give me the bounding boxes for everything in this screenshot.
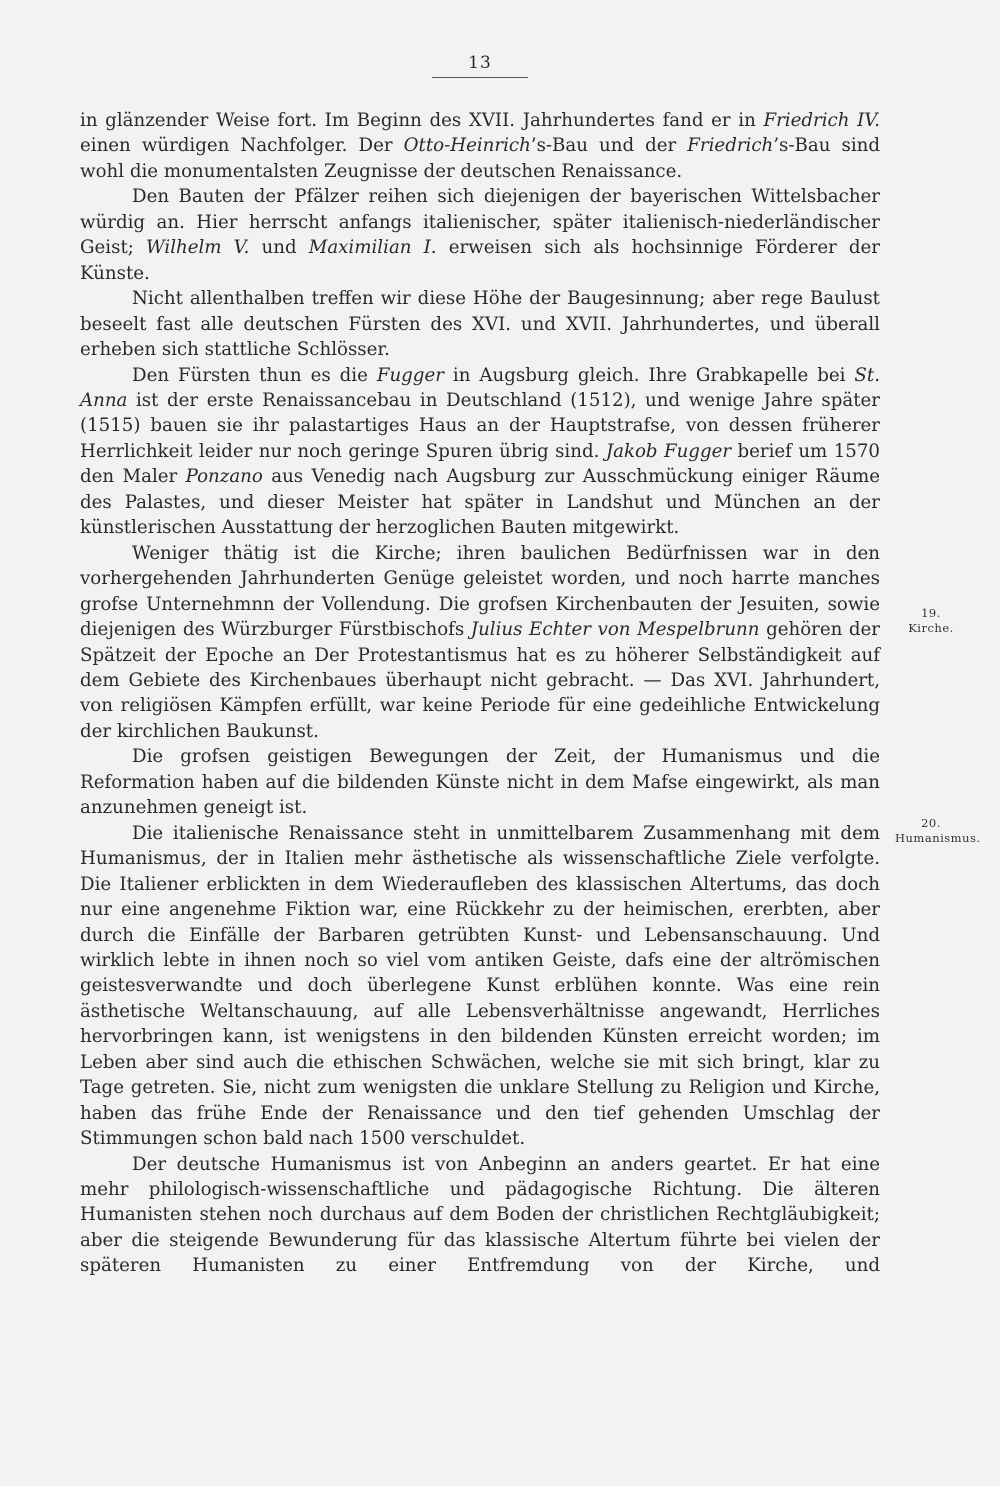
paragraph <box>80 286 880 362</box>
text-run: ’s-Bau sind wohl die monumentalsten Zeugnisse der deutschen Renaissance. <box>80 135 880 182</box>
text-run: Den Bauten der Pfälzer reihen sich diejenigen der bayerischen Wittelsbacher würdig an. Hier herrscht anfangs italienischer, später italienisch-niederländischer Geist; <box>80 186 880 259</box>
paragraph <box>80 184 880 286</box>
text-run: berief um 1570 den Maler <box>80 440 880 488</box>
text-run: Weniger thätig ist die Kirche; ihren baulichen Bedürfnissen war in den vorhergehenden Jahrhunderten Genüge geleistet worden, und noch harrte manches grofse Unternehmnn der Vollendung. Die grofsen Kirchenbauten der Jesuiten, sowie diejenigen des Würzburger Fürstbischofs <box>80 542 880 641</box>
text-run: ’s-Bau und der <box>530 135 688 157</box>
paragraph <box>80 744 880 820</box>
italic-text: Ponzano <box>185 466 263 488</box>
marginal-note-number: 19. <box>921 606 941 620</box>
paragraph <box>80 363 880 541</box>
text-run: aus Venedig nach Augsburg zur Ausschmückung einiger Räume des Palastes, und dieser Meister hat später in Landshut und München an der künstlerischen Ausstattung der herzoglichen Bauten mitgewirkt. <box>80 466 880 539</box>
paragraph <box>80 541 880 745</box>
text-run: gehören der Spätzeit der Epoche an Der Protestantismus hat es zu höherer Selbständigkeit auf dem Gebiete des Kirchenbaues überhaupt nicht gebracht. — Das XVI. Jahrhundert, von religiösen Kämpfen erfüllt, war keine Periode für eine gedeihliche Entwickelung der kirchlichen Baukunst. <box>80 619 880 742</box>
italic-text: St. Anna <box>80 364 880 411</box>
italic-text: Fugger <box>376 364 444 386</box>
italic-text: Jakob Fugger <box>605 440 732 462</box>
paragraph <box>80 1152 880 1279</box>
text-run: ist der erste Renaissancebau in Deutschland (1512), und wenige Jahre später (1515) bauen sie ihr palastartiges Haus an der Hauptstrafse, von dessen früherer Herrlichkeit leider nur noch geringe Spuren übrig sind. <box>80 389 880 462</box>
italic-text: Julius Echter von Mespelbrunn <box>470 619 760 641</box>
marginal-note-humanismus <box>895 816 981 846</box>
marginal-note-label: Humanismus. <box>895 831 981 845</box>
text-run: erweisen sich als hochsinnige Förderer der Künste. <box>80 237 880 284</box>
text-run: einen würdigen Nachfolger. Der <box>80 135 404 157</box>
italic-text: Friedrich IV. <box>763 110 880 131</box>
italic-text: Maximilian I. <box>308 237 437 259</box>
text-run: Den Fürsten thun es die <box>132 364 377 386</box>
italic-text: Wilhelm V. <box>146 237 250 259</box>
text-run: Nicht allenthalben treffen wir diese Höhe der Baugesinnung; aber rege Baulust beseelt fast alle deutschen Fürsten des XVI. und XVII. Jahrhundertes, und überall erheben sich stattliche Schlösser. <box>80 288 880 361</box>
paragraph <box>80 108 880 184</box>
italic-text: Friedrich <box>687 135 774 157</box>
text-run: und <box>249 237 309 259</box>
text-run: Die italienische Renaissance steht in unmittelbarem Zusammenhang mit dem Humanismus, der in Italien mehr ästhetische als wissenschaftliche Ziele verfolgte. Die Italiener erblickten in dem Wiederaufleben des klassischen Altertums, das doch nur eine angenehme Fiktion war, eine Rückkehr zu der heimischen, ererbten, aber durch die Einfälle der Barbaren getrübten Kunst- und Lebensanschauung. Und wirklich lebte in ihnen noch so viel vom antiken Geiste, dafs eine der altrömischen geistesverwandte und doch überlegene Kunst erblühen konnte. Was eine rein ästhetische Weltanschauung, auf alle Lebensverhältnisse angewandt, Herrliches hervorbringen kann, ist wenigstens in den bildenden Künsten erreicht worden; im Leben aber sind auch die ethischen Schwächen, welche sie mit sich bringt, klar zu Tage getreten. Sie, nicht zum wenigsten die unklare Stellung zu Religion und Kirche, haben das frühe Ende der Renaissance und den tief gehenden Umschlag der Stimmungen schon bald nach 1500 verschuldet. <box>80 822 880 1150</box>
paragraph <box>80 821 880 1152</box>
text-run: Die grofsen geistigen Bewegungen der Zeit, der Humanismus und die Reformation haben auf die bildenden Künste nicht in dem Mafse eingewirkt, als man anzunehmen geneigt ist. <box>80 746 880 819</box>
text-run: in Augsburg gleich. Ihre Grabkapelle bei <box>443 364 855 386</box>
italic-text: Otto-Heinrich <box>403 135 531 157</box>
marginal-note-label: Kirche. <box>908 621 954 635</box>
text-run: in glänzender Weise fort. Im Beginn des XVII. Jahrhundertes fand er in <box>80 110 764 131</box>
body-text <box>80 108 880 1279</box>
text-run: Der deutsche Humanismus ist von Anbeginn an anders geartet. Er hat eine mehr philologisch-wissenschaftliche und pädagogische Richtung. Die älteren Humanisten stehen noch durchaus auf dem Boden der christlichen Rechtgläubigkeit; aber die steigende Bewunderung für das klassische Altertum führte bei vielen der späteren Humanisten zu einer Entfremdung von der Kirche, und <box>80 1153 880 1277</box>
page-number: 13 <box>432 53 528 78</box>
marginal-note-number: 20. <box>921 816 941 830</box>
marginal-note-kirche <box>895 606 967 636</box>
